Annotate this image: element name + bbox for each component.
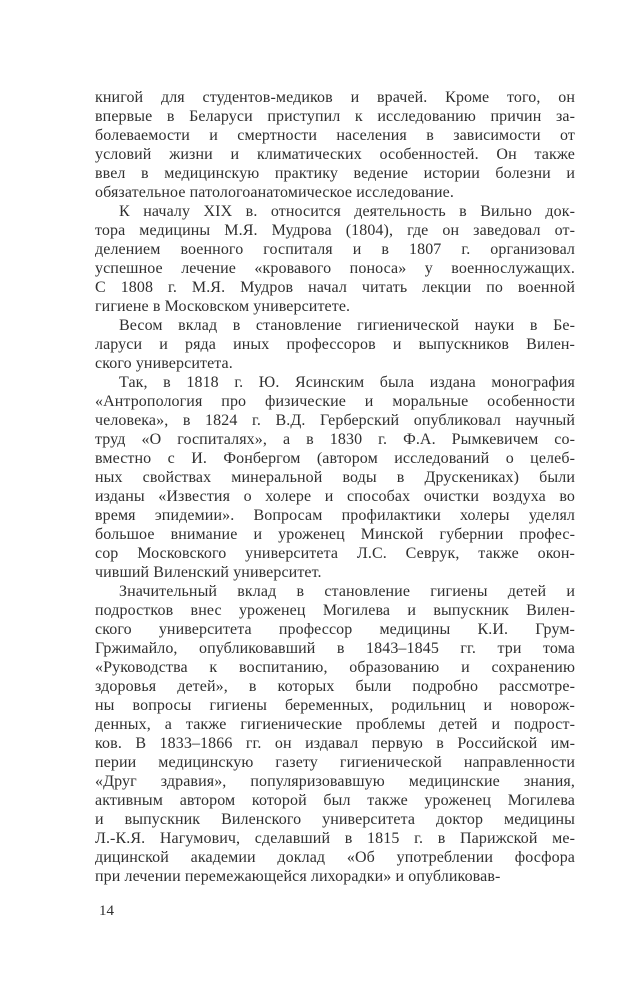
text-line: сор Московского университета Л.С. Севрук, также окон- — [95, 545, 575, 562]
text-line: Гржимайло, опубликовавший в 1843–1845 гг. три тома — [95, 640, 575, 657]
text-line: тора медицины М.Я. Мудрова (1804), где он заведовал от- — [95, 222, 575, 239]
text-line: труд «О госпиталях», а в 1830 г. Ф.А. Рымкевичем со- — [95, 431, 575, 448]
text-line: подростков внес уроженец Могилева и выпускник Вилен- — [95, 602, 575, 619]
paragraph — [95, 582, 575, 886]
text-line: К началу XIX в. относится деятельность в Вильно док- — [119, 203, 575, 220]
text-line: ввел в медицинскую практику ведение истории болезни и — [95, 165, 575, 182]
text-line: книгой для студентов-медиков и врачей. Кроме того, он — [95, 89, 575, 106]
text-line: С 1808 г. М.Я. Мудров начал читать лекции по военной — [95, 279, 575, 296]
text-line: «Антропология про физические и моральные особенности — [95, 393, 575, 410]
text-line: чивший Виленский университет. — [95, 564, 322, 581]
text-line: «Руководства к воспитанию, образованию и сохранению — [95, 659, 575, 676]
text-line: впервые в Беларуси приступил к исследованию причин за- — [95, 108, 575, 125]
page-text — [95, 88, 575, 886]
text-line: денных, а также гигиенические проблемы детей и подрост- — [95, 716, 575, 733]
text-line: ных свойствах минеральной воды в Друскениках) были — [95, 469, 575, 486]
text-line: при лечении перемежающейся лихорадки» и опубликовав- — [95, 868, 501, 885]
text-line: успешное лечение «кровавого поноса» у военнослужащих. — [95, 260, 575, 277]
text-line: изданы «Известия о холере и способах очистки воздуха во — [95, 488, 575, 505]
text-line: условий жизни и климатических особенностей. Он также — [95, 146, 575, 163]
text-line: дицинской академии доклад «Об употреблении фосфора — [95, 849, 575, 866]
text-line: Весом вклад в становление гигиенической науки в Бе- — [119, 317, 575, 334]
paragraph — [95, 373, 575, 582]
text-line: ков. В 1833–1866 гг. он издавал первую в Российской им- — [95, 735, 575, 752]
text-line: вместно с И. Фонбергом (автором исследований о целеб- — [95, 450, 575, 467]
paragraph — [95, 88, 575, 202]
paragraph — [95, 316, 575, 373]
text-line: Значительный вклад в становление гигиены детей и — [119, 583, 575, 600]
text-line: здоровья детей», в которых были подробно рассмотре- — [95, 678, 575, 695]
text-line: ского университета. — [95, 355, 233, 372]
text-line: и выпускник Виленского университета доктор медицины — [95, 811, 575, 828]
page-number: 14 — [99, 903, 114, 919]
text-line: делением военного госпиталя и в 1807 г. организовал — [95, 241, 575, 258]
text-line: Так, в 1818 г. Ю. Ясинским была издана монография — [119, 374, 575, 391]
text-line: большое внимание и уроженец Минской губернии профес- — [95, 526, 575, 543]
text-line: ского университета профессор медицины К.И. Грум- — [95, 621, 575, 638]
text-line: ларуси и ряда иных профессоров и выпускников Вилен- — [95, 336, 575, 353]
text-line: обязательное патологоанатомическое исследование. — [95, 184, 454, 201]
text-line: ны вопросы гигиены беременных, родильниц и новорож- — [95, 697, 575, 714]
text-line: «Друг здравия», популяризовавшую медицинские знания, — [95, 773, 575, 790]
text-line: перии медицинскую газету гигиенической направленности — [95, 754, 575, 771]
text-line: болеваемости и смертности населения в зависимости от — [95, 127, 575, 144]
text-line: Л.-К.Я. Нагумович, сделавший в 1815 г. в Парижской ме- — [95, 830, 575, 847]
text-line: человека», в 1824 г. В.Д. Герберский опубликовал научный — [95, 412, 575, 429]
text-line: время эпидемии». Вопросам профилактики холеры уделял — [95, 507, 575, 524]
text-line: активным автором которой был также уроженец Могилева — [95, 792, 575, 809]
text-line: гигиене в Московском университете. — [95, 298, 351, 315]
paragraph — [95, 202, 575, 316]
